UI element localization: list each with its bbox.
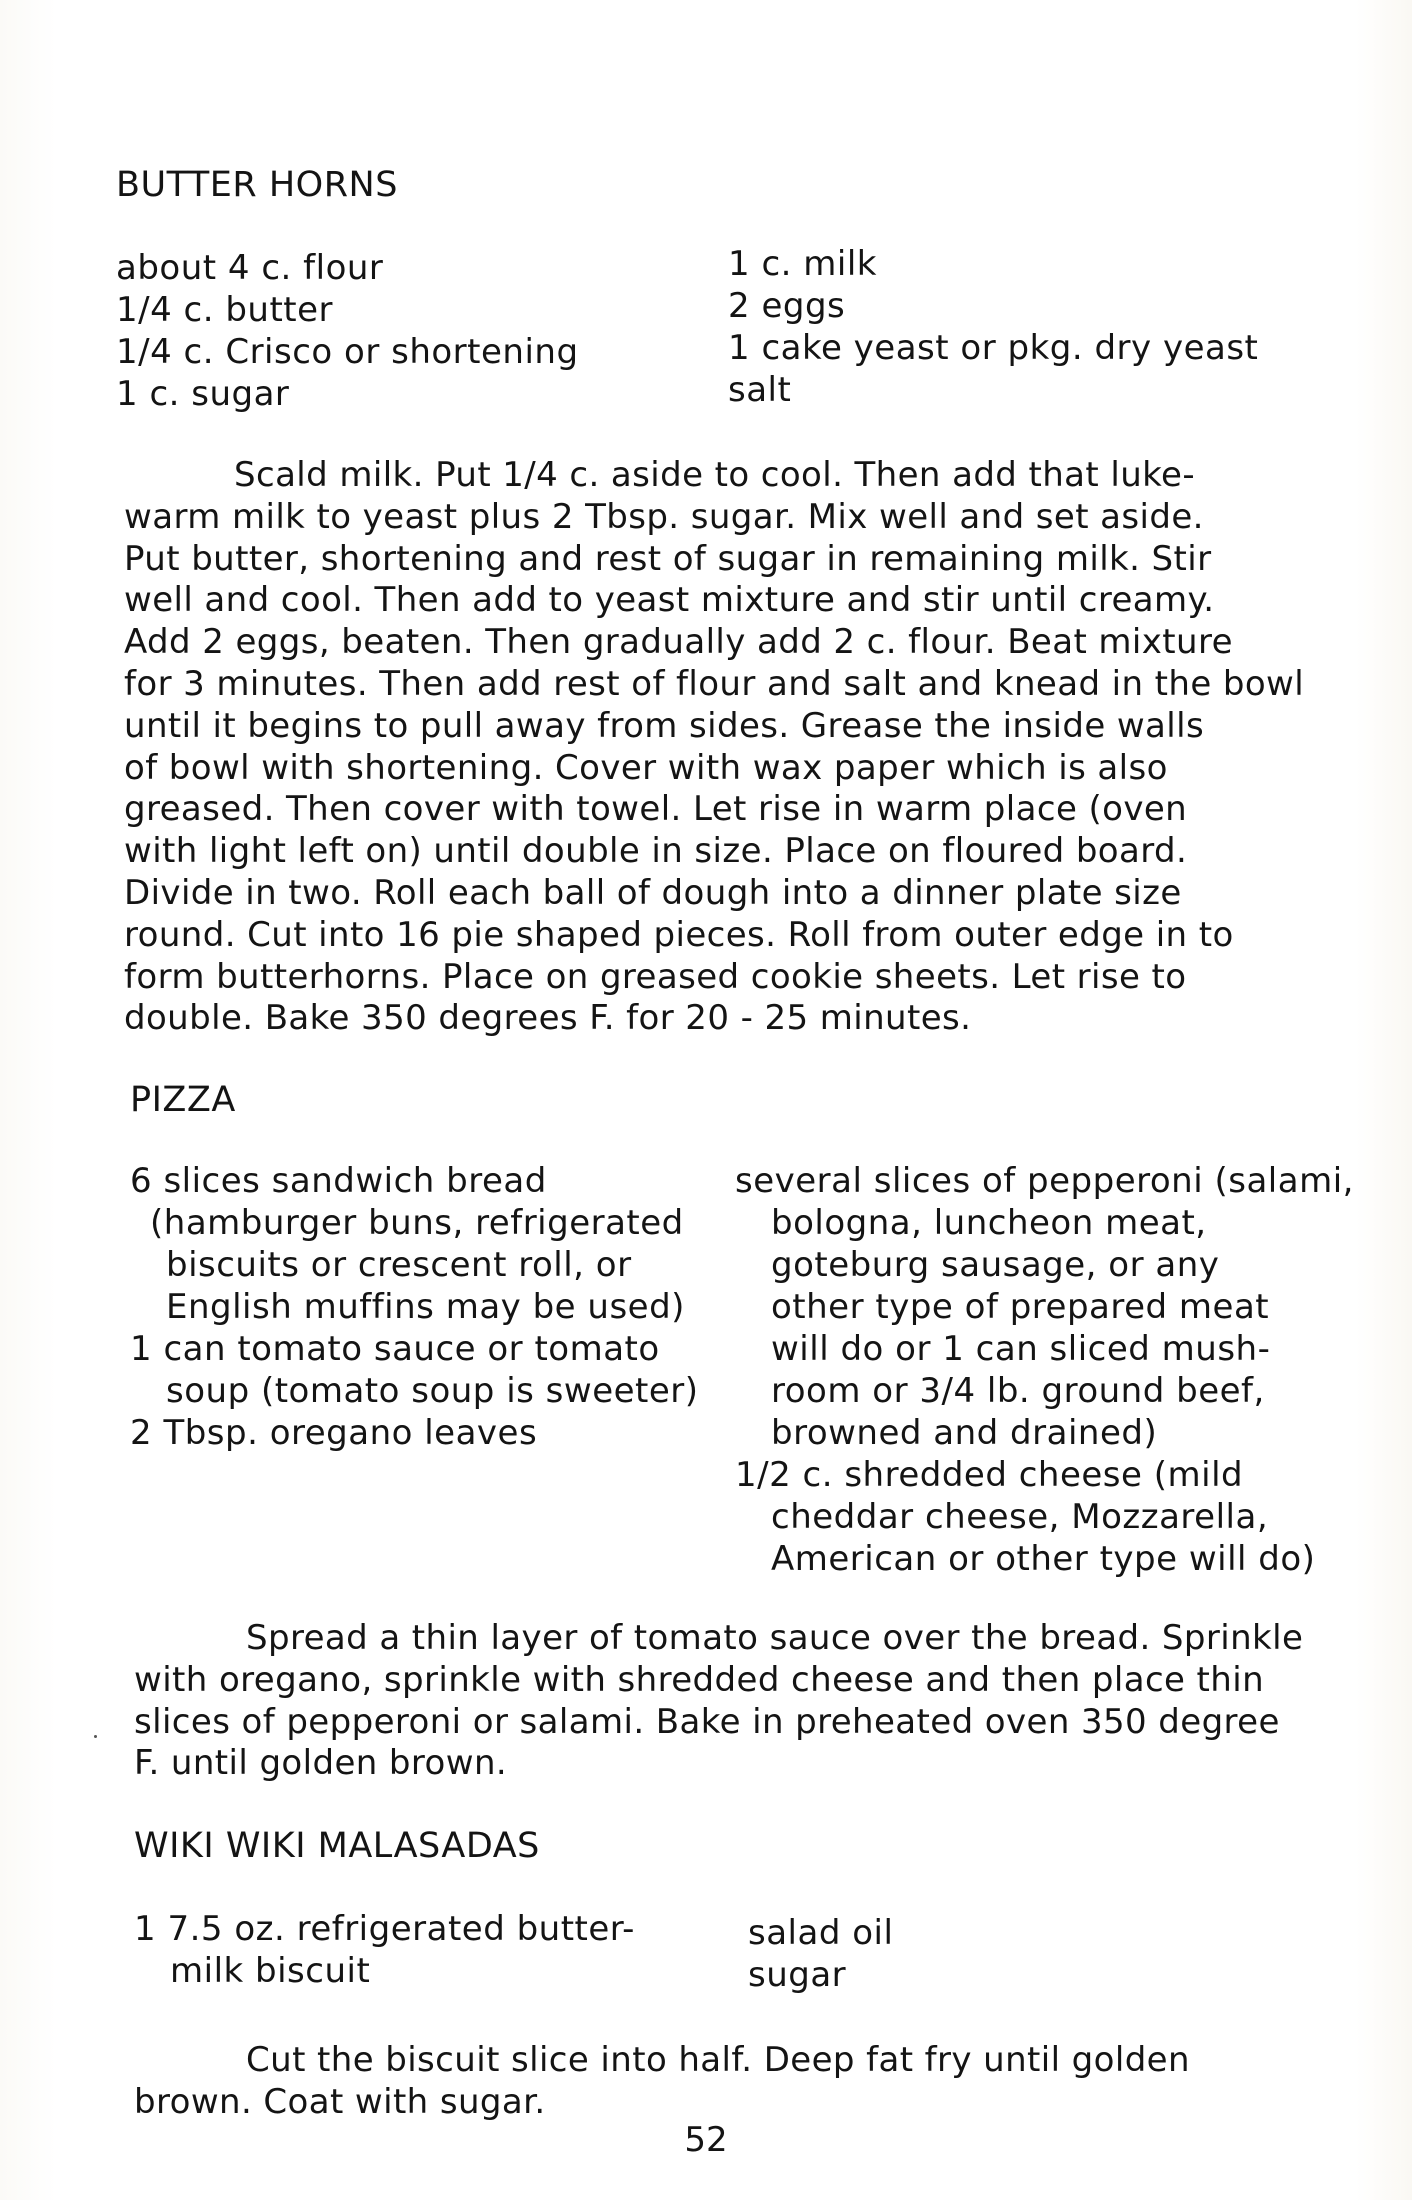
- ingredient-line: several slices of pepperoni (salami,: [735, 1161, 1354, 1201]
- direction-line: Cut the biscuit slice into half. Deep fat fry until golden: [246, 2040, 1190, 2080]
- recipe-title-pizza: PIZZA: [130, 1080, 236, 1120]
- ingredient-line: bologna, luncheon meat,: [771, 1203, 1207, 1243]
- direction-line: Add 2 eggs, beaten. Then gradually add 2 c. flour. Beat mixture: [124, 622, 1233, 663]
- ingredients-right-malasadas: [748, 1912, 893, 1996]
- ingredient-line: English muffins may be used): [166, 1287, 685, 1327]
- ingredient-line: will do or 1 can sliced mush-: [771, 1329, 1271, 1369]
- ingredient-line: room or 3/4 lb. ground beef,: [771, 1371, 1265, 1411]
- direction-line: Spread a thin layer of tomato sauce over the bread. Sprinkle: [246, 1618, 1304, 1658]
- ingredient-line: salt: [728, 370, 792, 410]
- ingredient-line: 1 7.5 oz. refrigerated butter-: [134, 1909, 635, 1949]
- ingredient-line: biscuits or crescent roll, or: [166, 1245, 632, 1285]
- direction-line: slices of pepperoni or salami. Bake in preheated oven 350 degree: [134, 1701, 1280, 1742]
- direction-line: well and cool. Then add to yeast mixture and stir until creamy.: [124, 580, 1215, 621]
- ingredient-line: 1/4 c. Crisco or shortening: [116, 332, 579, 372]
- direction-line: Put butter, shortening and rest of sugar in remaining milk. Stir: [124, 538, 1212, 579]
- ingredients-right-butter-horns: [728, 243, 1258, 411]
- direction-line: greased. Then cover with towel. Let rise in warm place (oven: [124, 789, 1188, 830]
- ingredient-line: 6 slices sandwich bread: [130, 1161, 547, 1201]
- ingredient-line: cheddar cheese, Mozzarella,: [771, 1497, 1269, 1537]
- ingredients-right-pizza: [735, 1160, 1354, 1580]
- ingredient-line: (hamburger buns, refrigerated: [150, 1203, 684, 1243]
- direction-line: warm milk to yeast plus 2 Tbsp. sugar. Mix well and set aside.: [124, 496, 1204, 537]
- ingredient-line: 1 can tomato sauce or tomato: [130, 1329, 660, 1369]
- direction-line: brown. Coat with sugar.: [134, 2081, 546, 2122]
- ingredients-left-malasadas: [134, 1908, 635, 1992]
- direction-line: for 3 minutes. Then add rest of flour and salt and knead in the bowl: [124, 663, 1305, 704]
- directions-pizza: [134, 1618, 1303, 1785]
- ingredient-line: soup (tomato soup is sweeter): [166, 1371, 699, 1411]
- directions-malasadas: [134, 2040, 1190, 2124]
- direction-line: of bowl with shortening. Cover with wax paper which is also: [124, 747, 1168, 788]
- direction-line: Divide in two. Roll each ball of dough into a dinner plate size: [124, 872, 1182, 913]
- ingredient-line: 1/2 c. shredded cheese (mild: [735, 1455, 1244, 1495]
- ingredient-line: other type of prepared meat: [771, 1287, 1270, 1327]
- direction-line: with oregano, sprinkle with shredded cheese and then place thin: [134, 1659, 1265, 1700]
- direction-line: F. until golden brown.: [134, 1743, 508, 1784]
- ingredient-line: goteburg sausage, or any: [771, 1245, 1220, 1285]
- direction-line: form butterhorns. Place on greased cookie sheets. Let rise to: [124, 956, 1187, 997]
- page-number: 52: [684, 2120, 728, 2160]
- direction-line: double. Bake 350 degrees F. for 20 - 25 minutes.: [124, 998, 972, 1039]
- direction-line: with light left on) until double in size. Place on floured board.: [124, 831, 1188, 872]
- recipe-title-malasadas: WIKI WIKI MALASADAS: [134, 1826, 540, 1866]
- ingredients-left-butter-horns: [116, 247, 579, 415]
- ingredient-line: salad oil: [748, 1913, 894, 1953]
- direction-line: until it begins to pull away from sides. Grease the inside walls: [124, 705, 1205, 746]
- ingredient-line: 1 c. milk: [728, 244, 877, 284]
- ingredient-line: 1 cake yeast or pkg. dry yeast: [728, 328, 1259, 368]
- ingredient-line: 2 eggs: [728, 286, 846, 326]
- ingredient-line: about 4 c. flour: [116, 248, 384, 288]
- ingredient-line: 1/4 c. butter: [116, 290, 334, 330]
- ingredient-line: American or other type will do): [771, 1539, 1316, 1579]
- ingredient-line: 2 Tbsp. oregano leaves: [130, 1413, 538, 1453]
- scan-speck: [94, 1735, 97, 1738]
- directions-butter-horns: [124, 455, 1304, 1040]
- ingredient-line: milk biscuit: [170, 1951, 371, 1991]
- ingredient-line: browned and drained): [771, 1413, 1158, 1453]
- direction-line: Scald milk. Put 1/4 c. aside to cool. Then add that luke-: [234, 455, 1196, 495]
- ingredients-left-pizza: [130, 1160, 699, 1454]
- recipe-title-butter-horns: BUTTER HORNS: [116, 165, 398, 205]
- direction-line: round. Cut into 16 pie shaped pieces. Roll from outer edge in to: [124, 914, 1234, 955]
- ingredient-line: sugar: [748, 1955, 847, 1995]
- ingredient-line: 1 c. sugar: [116, 374, 290, 414]
